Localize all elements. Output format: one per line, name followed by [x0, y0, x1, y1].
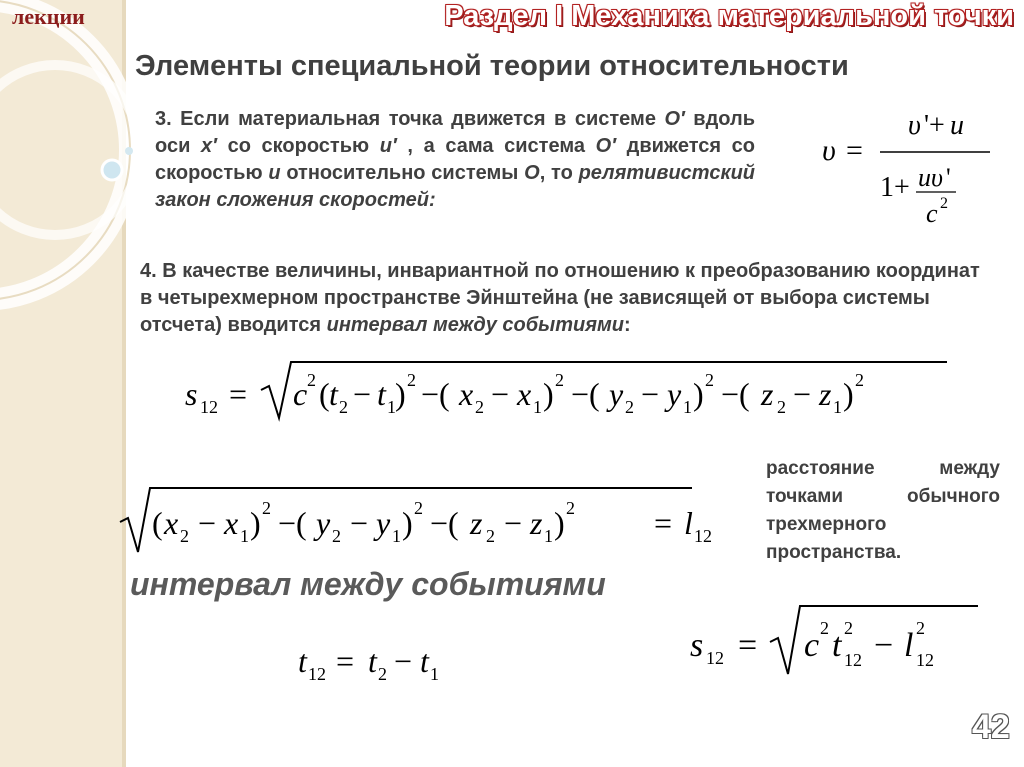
svg-text:t: t — [329, 376, 338, 412]
item-4-text: 4. В качестве величины, инвариантной по отношению к преобразованию координат в четырехмерном пространстве Эйнштейна (не зависящей от выбора системы отсчета) вводится — [140, 260, 980, 336]
svg-text:12: 12 — [706, 648, 724, 668]
item-3-paragraph — [155, 106, 755, 214]
svg-text:=: = — [846, 134, 863, 167]
svg-text:−: − — [353, 376, 372, 412]
interval-short-formula — [690, 598, 990, 688]
section-title: Раздел I Механика материальной точки — [444, 0, 1014, 32]
slide-title: Элементы специальной теории относительности — [135, 50, 849, 82]
svg-text:x: x — [459, 376, 474, 412]
svg-text:x: x — [517, 376, 532, 412]
svg-text:−: − — [641, 376, 660, 412]
item-3-text: , то — [539, 162, 579, 184]
svg-text:c: c — [804, 627, 820, 664]
svg-text:y: y — [316, 505, 331, 541]
svg-text:u: u — [950, 110, 964, 141]
interval-term: интервал между событиями — [326, 314, 624, 336]
svg-text:1+: 1+ — [880, 172, 910, 203]
item-3-text: движется со скоростью — [155, 135, 755, 184]
svg-text:y: y — [667, 376, 682, 412]
svg-text:y: y — [376, 505, 391, 541]
velocity-formula — [820, 100, 1000, 240]
svg-text:2: 2 — [378, 664, 387, 684]
svg-text:z: z — [819, 376, 832, 412]
svg-text:2: 2 — [777, 397, 786, 417]
svg-text:2: 2 — [705, 370, 714, 390]
svg-text:t: t — [298, 643, 307, 679]
svg-text:=: = — [654, 505, 673, 541]
page-number: 42 — [972, 708, 1010, 746]
svg-text:υ: υ — [822, 134, 836, 167]
svg-text:x: x — [164, 505, 179, 541]
svg-text:2: 2 — [625, 397, 634, 417]
svg-text:2: 2 — [566, 498, 575, 518]
time-formula — [298, 630, 518, 700]
svg-text:t: t — [420, 643, 429, 679]
svg-text:1: 1 — [240, 526, 249, 546]
svg-text:12: 12 — [844, 650, 862, 670]
svg-text:z: z — [530, 505, 543, 541]
interval-subheading: интервал между событиями — [130, 566, 606, 602]
item-3-var: O′ — [595, 135, 616, 157]
svg-text:−: − — [491, 376, 510, 412]
svg-text:1: 1 — [392, 526, 401, 546]
svg-text:): ) — [402, 505, 413, 541]
svg-text:): ) — [843, 376, 854, 412]
svg-text:): ) — [395, 376, 406, 412]
svg-text:1: 1 — [387, 397, 396, 417]
svg-text:−: − — [793, 376, 812, 412]
svg-text:): ) — [250, 505, 261, 541]
svg-text:): ) — [543, 376, 554, 412]
item-4-paragraph — [140, 258, 980, 339]
svg-text:2: 2 — [475, 397, 484, 417]
svg-text:υ: υ — [908, 110, 921, 141]
svg-text:1: 1 — [533, 397, 542, 417]
svg-text:−(: −( — [421, 376, 450, 412]
svg-text:t: t — [368, 643, 377, 679]
item-3-var: x′ — [201, 135, 217, 157]
item-3-var: u — [268, 162, 281, 184]
svg-text:12: 12 — [694, 526, 712, 546]
svg-text:2: 2 — [332, 526, 341, 546]
svg-text:2: 2 — [486, 526, 495, 546]
svg-text:−: − — [198, 505, 217, 541]
svg-text:=: = — [738, 627, 758, 664]
svg-text:2: 2 — [820, 618, 829, 638]
item-3-var: O′ — [664, 108, 685, 130]
svg-text:l: l — [904, 627, 914, 664]
svg-text:x: x — [224, 505, 239, 541]
svg-text:−: − — [504, 505, 523, 541]
svg-text:s: s — [185, 376, 198, 412]
svg-text:c: c — [926, 199, 938, 228]
svg-text:−(: −( — [278, 505, 307, 541]
svg-text:'+: '+ — [924, 110, 945, 141]
svg-text:−: − — [394, 643, 413, 679]
svg-text:12: 12 — [308, 664, 326, 684]
item-3-text: , а сама система — [396, 135, 596, 157]
svg-text:−(: −( — [430, 505, 459, 541]
svg-text:−: − — [350, 505, 369, 541]
velocity-law-term: релятивистский закон сложения скоростей: — [155, 162, 756, 211]
lectures-label: лекции — [12, 4, 85, 29]
svg-text:(: ( — [319, 376, 330, 412]
svg-text:): ) — [554, 505, 565, 541]
svg-text:−: − — [874, 627, 894, 664]
svg-text:1: 1 — [683, 397, 692, 417]
svg-text:2: 2 — [307, 370, 316, 390]
svg-text:12: 12 — [200, 397, 218, 417]
item-3-text: 3. Если материальная точка движется в системе — [155, 108, 665, 130]
svg-text:y: y — [609, 376, 624, 412]
svg-text:1: 1 — [430, 664, 439, 684]
svg-text:=: = — [229, 376, 248, 412]
svg-text:1: 1 — [544, 526, 553, 546]
distance-note: расстояние между точками обычного трехмерного пространства. — [766, 458, 1000, 563]
svg-text:2: 2 — [855, 370, 864, 390]
svg-text:z: z — [470, 505, 483, 541]
svg-text:2: 2 — [940, 195, 948, 212]
interval-formula — [185, 350, 965, 430]
svg-text:l: l — [684, 505, 693, 541]
svg-text:1: 1 — [833, 397, 842, 417]
svg-text:): ) — [693, 376, 704, 412]
svg-text:t: t — [377, 376, 386, 412]
svg-text:2: 2 — [916, 618, 925, 638]
item-4-colon: : — [623, 314, 631, 336]
svg-text:c: c — [293, 376, 308, 412]
item-3-text: вдоль оси — [155, 108, 756, 157]
item-3-text: относительно системы — [280, 162, 525, 184]
item-3-var: u′ — [379, 135, 397, 157]
svg-text:2: 2 — [407, 370, 416, 390]
svg-text:uυ: uυ — [918, 163, 943, 192]
svg-text:s: s — [690, 627, 704, 664]
item-3-var: O — [524, 162, 540, 184]
svg-text:−(: −( — [721, 376, 750, 412]
svg-text:t: t — [832, 627, 842, 664]
svg-text:2: 2 — [339, 397, 348, 417]
svg-text:−(: −( — [571, 376, 600, 412]
svg-text:2: 2 — [414, 498, 423, 518]
svg-text:2: 2 — [262, 498, 271, 518]
svg-text:z: z — [761, 376, 774, 412]
svg-text:12: 12 — [916, 650, 934, 670]
svg-text:(: ( — [152, 505, 163, 541]
svg-text:2: 2 — [180, 526, 189, 546]
svg-text:=: = — [336, 643, 355, 679]
distance-formula — [118, 478, 758, 558]
svg-text:': ' — [946, 163, 951, 192]
item-3-text: со скоростью — [216, 135, 380, 157]
svg-text:2: 2 — [844, 618, 853, 638]
svg-text:2: 2 — [555, 370, 564, 390]
